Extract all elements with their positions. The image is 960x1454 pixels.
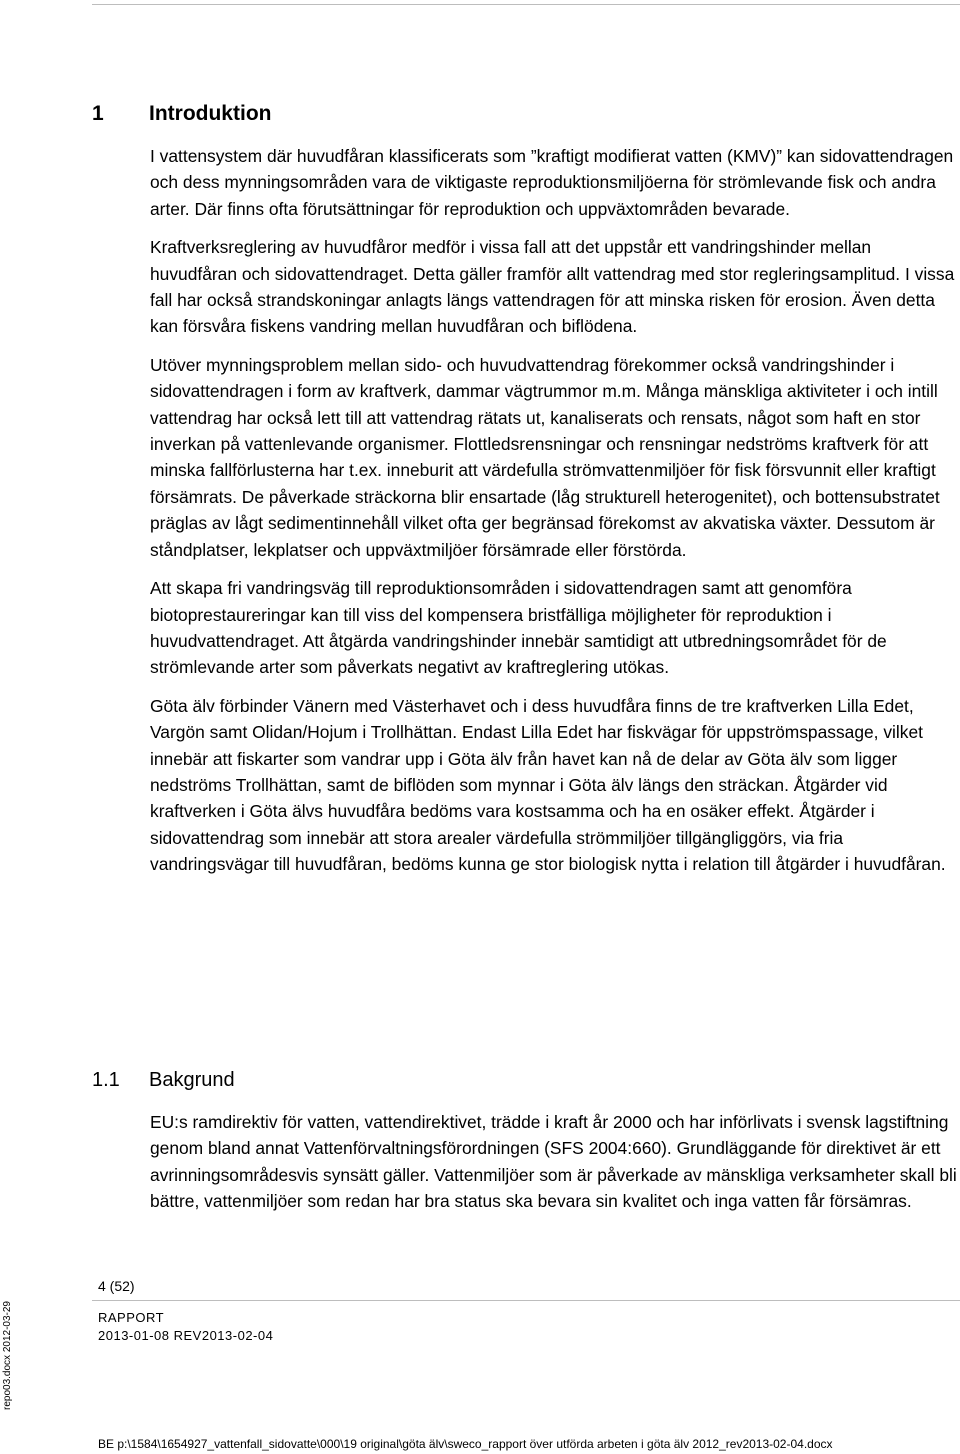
intro-body (150, 143, 958, 890)
paragraph: I vattensystem där huvudfåran klassificerats som ”kraftigt modifierat vatten (KMV)” kan sidovattendragen och dess mynningsområden vara de viktigaste reproduktionsmiljöerna för strömlevande fisk och andra arter. Där finns ofta förutsättningar för reproduktion och uppväxtområden bevarade. (150, 146, 954, 219)
document-type: RAPPORT (98, 1310, 165, 1325)
file-path: BE p:\1584\1654927_vattenfall_sidovatte\000\19 original\göta älv\sweco_rapport över utförda arbeten i göta älv 2012_rev2013-02-04.docx (98, 1437, 833, 1451)
paragraph: Kraftverksreglering av huvudfåror medför i vissa fall att det uppstår ett vandringshinder mellan huvudfåran och sidovattendraget. Detta gäller framför allt vattendrag med stor regleringsamplitud. I vissa fall har också strandskoningar anlagts längs vattendragen för att minska risken för erosion. Även detta kan försvåra fiskens vandring mellan huvudfåran och biflödena. (150, 237, 955, 337)
paragraph: Utöver mynningsproblem mellan sido- och huvudvattendrag förekommer också vandringshinder i sidovattendragen i form av kraftverk, dammar vägtrummor m.m. Många mänskliga aktiviteter i och intill vattendrag har också lett till att vattendrag rätats ut, kanaliserats och rensats, något som haft en stor inverkan på vattenlevande organismer. Flottledsrensningar och rensningar nedströms kraftverk för att minska fallförlusterna har t.ex. inneburit att värdefulla strömvattenmiljöer för fisk försvunnit eller kraftigt försämrats. De påverkade sträckorna blir ensartade (låg strukturell heterogenitet), och bottensubstratet präglas av lågt sedimentinnehåll vilket ofta ger begränsad förekomst av akvatiska växter. Dessutom är ståndplatser, lekplatser och uppväxtmiljöer försämrade eller förstörda. (150, 354, 940, 560)
section-title: Introduktion (149, 102, 272, 125)
subsection-title: Bakgrund (149, 1069, 235, 1091)
section-heading-1 (92, 102, 271, 126)
subsection-number: 1.1 (92, 1069, 120, 1091)
paragraph: Göta älv förbinder Vänern med Västerhavet och i dess huvudfåra finns de tre kraftverken Lilla Edet, Vargön samt Olidan/Hojum i Trollhättan. Endast Lilla Edet har fiskvägar för uppströmspassage, vilket innebär att fiskarter som vandrar upp i Göta älv från havet kan nå de delar av Göta älv som ligger nedströms Trollhättan, samt de biflöden som mynnar i Göta älv längs den sträckan. Åtgärder vid kraftverken i Göta älvs huvudfåra bedöms vara kostsamma och ha en osäker effekt. Åtgärder i sidovattendrag som innebär att stora arealer värdefulla strömmiljöer tillgängliggörs, via fria vandringsvägar till huvudfåran, bedöms kunna ge stor biologisk nytta i relation till åtgärder i huvudfåran. (150, 695, 946, 875)
background-body (150, 1109, 958, 1227)
section-number: 1 (92, 102, 104, 125)
document-dates: 2013-01-08 REV2013-02-04 (98, 1328, 274, 1343)
paragraph: EU:s ramdirektiv för vatten, vattendirektivet, trädde i kraft år 2000 och har införlivats i svensk lagstiftning genom bland annat Vattenförvaltningsförordningen (SFS 2004:660). Grundläggande för direktivet är ett avrinningsområdesvis synsätt gäller. Vattenmiljöer som är påverkade av mänskliga verksamheter skall bli bättre, vattenmiljöer som redan har bra status ska bevara sin kvalitet och inga vatten får försämras. (150, 1112, 957, 1212)
template-label: repo03.docx 2012-03-29 (2, 1301, 13, 1410)
header-rule (92, 4, 960, 5)
section-heading-2 (92, 1069, 235, 1092)
footer-rule (92, 1300, 960, 1301)
paragraph: Att skapa fri vandringsväg till reproduktionsområden i sidovattendragen samt att genomföra biotoprestaureringar kan till viss del kompensera bristfälliga möjligheter för reproduktion i huvudvattendraget. Att åtgärda vandringshinder innebär samtidigt att utbredningsområdet för de strömlevande arter som påverkats negativt av kraftreglering utökas. (150, 578, 887, 678)
page-number: 4 (52) (98, 1278, 135, 1294)
